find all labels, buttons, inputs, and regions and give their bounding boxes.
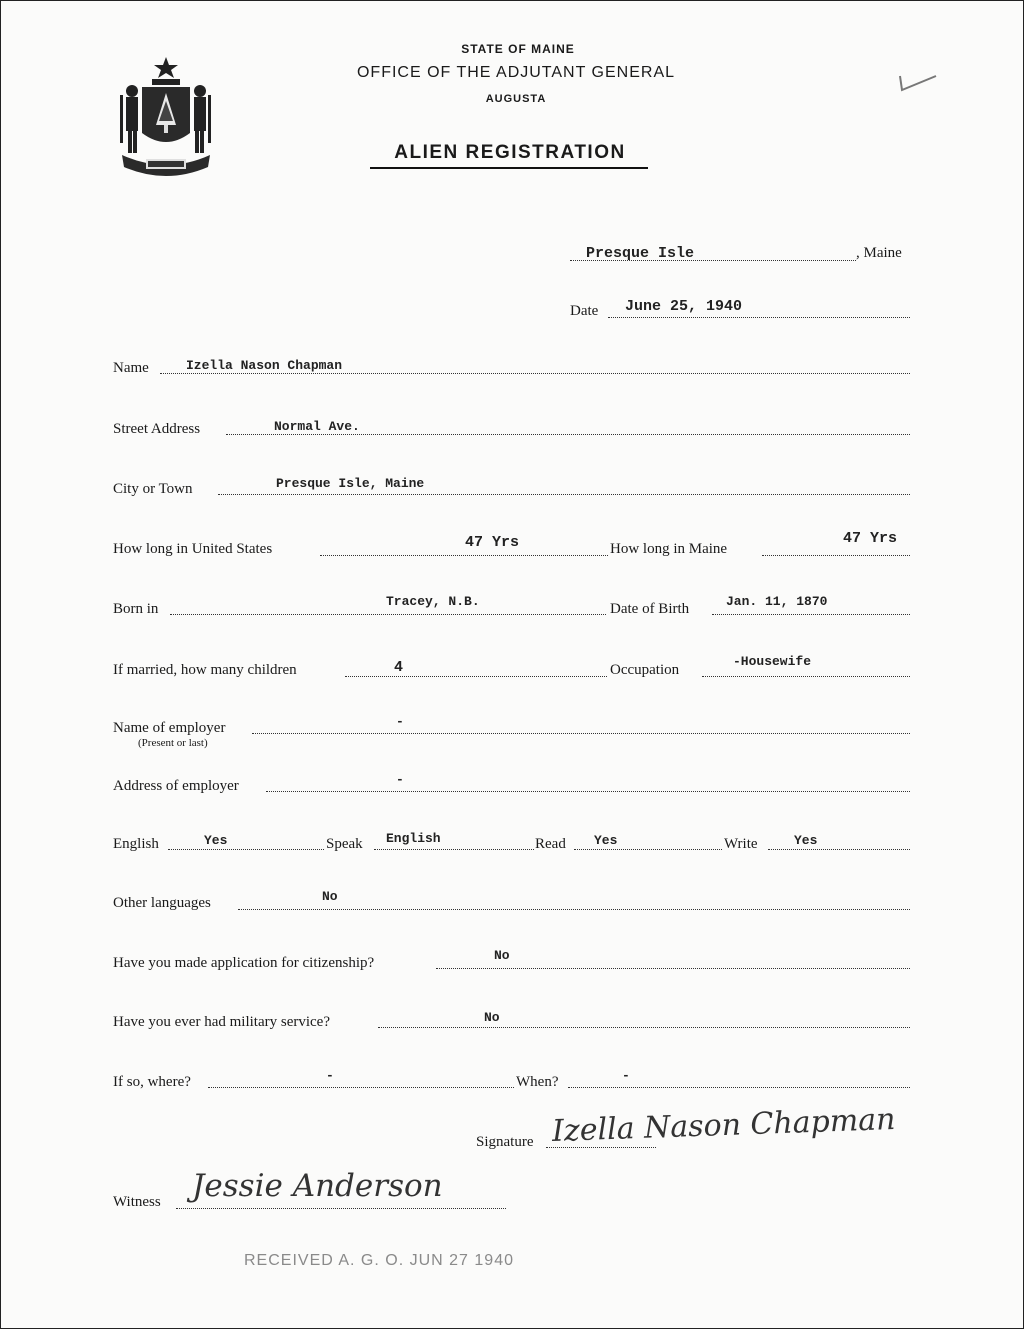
employer-label: Name of employer [113,720,226,736]
citizenship-value: No [494,948,510,963]
dob-value: Jan. 11, 1870 [726,594,828,609]
title-underline [370,167,648,169]
state-heading: STATE OF MAINE [461,42,575,56]
witness-line [176,1208,506,1209]
write-line [768,849,910,850]
place-suffix: , Maine [856,245,902,261]
city-heading: AUGUSTA [485,93,547,105]
date-label: Date [570,303,599,319]
date-value: June 25, 1940 [625,298,743,315]
english-label: English [113,836,159,852]
children-value: 4 [394,659,404,676]
read-line [574,849,722,850]
speak-value: English [386,831,441,846]
employer-address-label: Address of employer [113,778,239,794]
other-languages-value: No [322,889,338,904]
date-line [608,317,910,318]
where-value: - [326,1068,334,1083]
city-label: City or Town [113,481,193,497]
maine-value: 47 Yrs [843,530,898,547]
street-value: Normal Ave. [274,419,360,434]
us-label: How long in United States [113,541,273,557]
us-line [320,555,608,556]
when-line [568,1087,910,1088]
maine-line [762,555,910,556]
received-stamp: RECEIVED A. G. O. JUN 27 1940 [244,1252,514,1269]
employer-line [252,733,910,734]
us-value: 47 Yrs [465,534,520,551]
where-line [208,1087,514,1088]
employer-value: - [396,714,404,729]
speak-label: Speak [326,836,363,852]
witness-label: Witness [113,1194,161,1210]
where-label: If so, where? [113,1074,191,1090]
name-label: Name [113,360,149,376]
form-title: ALIEN REGISTRATION [394,142,626,163]
write-value: Yes [794,833,818,848]
military-line [378,1027,910,1028]
street-label: Street Address [113,421,201,437]
signature-label: Signature [476,1134,534,1150]
occupation-value: -Housewife [733,654,812,669]
maine-label: How long in Maine [610,541,728,557]
other-languages-line [238,909,910,910]
occupation-line [702,676,910,677]
other-languages-label: Other languages [113,895,211,911]
dob-label: Date of Birth [610,601,690,617]
children-line [345,676,607,677]
name-line [160,373,910,374]
citizenship-label: Have you made application for citizenship? [113,955,375,971]
speak-line [374,849,534,850]
witness-value: Jessie Anderson [192,1168,443,1204]
english-value: Yes [204,833,228,848]
street-line [226,434,910,435]
military-label: Have you ever had military service? [113,1014,330,1030]
city-line [218,494,910,495]
dob-line [712,614,910,615]
born-value: Tracey, N.B. [386,594,480,609]
occupation-label: Occupation [610,662,680,678]
name-value: Izella Nason Chapman [186,358,343,373]
citizenship-line [436,968,910,969]
office-heading: OFFICE OF THE ADJUTANT GENERAL [356,64,676,81]
city-value: Presque Isle, Maine [276,476,425,491]
place-value: Presque Isle [586,245,695,262]
born-line [170,614,606,615]
when-value: - [622,1068,630,1083]
when-label: When? [516,1074,559,1090]
signature-value: Izella Nason Chapman [551,1102,897,1149]
write-label: Write [724,836,758,852]
read-label: Read [535,836,566,852]
read-value: Yes [594,833,618,848]
english-line [168,849,324,850]
employer-address-value: - [396,772,404,787]
born-label: Born in [113,601,159,617]
children-label: If married, how many children [113,662,297,678]
employer-sublabel: (Present or last) [138,737,208,749]
employer-address-line [266,791,910,792]
military-value: No [484,1010,500,1025]
